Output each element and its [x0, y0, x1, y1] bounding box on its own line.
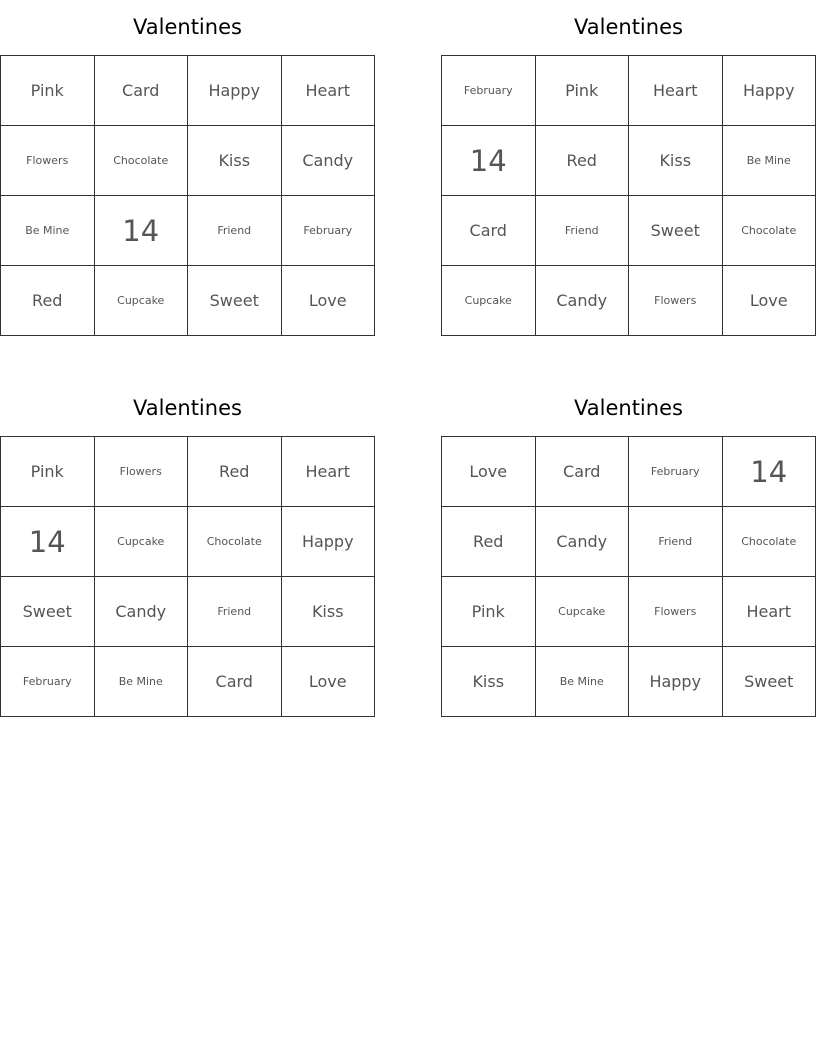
bingo-cell: Sweet: [1, 577, 95, 647]
bingo-cell: Candy: [95, 577, 189, 647]
bingo-cell: Chocolate: [95, 126, 189, 196]
bingo-cell: February: [442, 56, 536, 126]
bingo-cell: Card: [95, 56, 189, 126]
bingo-cell: Love: [282, 266, 376, 336]
bingo-cell: Pink: [1, 56, 95, 126]
bingo-cell: Be Mine: [95, 647, 189, 717]
bingo-cell: Heart: [282, 437, 376, 507]
bingo-cell: Flowers: [629, 266, 723, 336]
bingo-cell: Happy: [723, 56, 816, 126]
bingo-cell: February: [1, 647, 95, 717]
bingo-cell: Cupcake: [442, 266, 536, 336]
bingo-cell: Heart: [723, 577, 816, 647]
bingo-cell: February: [282, 196, 376, 266]
bingo-cell: Friend: [629, 507, 723, 577]
bingo-cell: Kiss: [629, 126, 723, 196]
bingo-cell: Kiss: [282, 577, 376, 647]
bingo-cell: Love: [442, 437, 536, 507]
bingo-cell: Cupcake: [95, 266, 189, 336]
bingo-cell: Flowers: [629, 577, 723, 647]
bingo-cell: Pink: [442, 577, 536, 647]
bingo-cell: Candy: [536, 266, 630, 336]
card-title: Valentines: [133, 15, 242, 39]
bingo-cell: 14: [1, 507, 95, 577]
bingo-cell: Cupcake: [95, 507, 189, 577]
bingo-cell: Happy: [282, 507, 376, 577]
bingo-cell: 14: [95, 196, 189, 266]
bingo-cell: Flowers: [1, 126, 95, 196]
bingo-card-2: [441, 0, 816, 336]
bingo-cell: Red: [188, 437, 282, 507]
bingo-cell: Red: [536, 126, 630, 196]
bingo-grid: [441, 55, 816, 336]
bingo-cell: Red: [442, 507, 536, 577]
bingo-cell: Pink: [536, 56, 630, 126]
bingo-cell: Be Mine: [536, 647, 630, 717]
bingo-cell: Chocolate: [723, 196, 816, 266]
bingo-cell: Candy: [536, 507, 630, 577]
bingo-cell: Love: [723, 266, 816, 336]
bingo-cell: Friend: [536, 196, 630, 266]
bingo-cell: Pink: [1, 437, 95, 507]
bingo-cell: Happy: [188, 56, 282, 126]
bingo-cell: Sweet: [629, 196, 723, 266]
card-title: Valentines: [574, 15, 683, 39]
bingo-card-3: [0, 381, 375, 717]
card-title: Valentines: [133, 396, 242, 420]
bingo-cell: Love: [282, 647, 376, 717]
bingo-cell: Sweet: [723, 647, 816, 717]
bingo-cell: Card: [188, 647, 282, 717]
bingo-grid: [0, 436, 375, 717]
bingo-cell: Chocolate: [188, 507, 282, 577]
bingo-cell: Sweet: [188, 266, 282, 336]
card-title: Valentines: [574, 396, 683, 420]
bingo-grid: [441, 436, 816, 717]
bingo-cell: Be Mine: [723, 126, 816, 196]
bingo-cell: 14: [723, 437, 816, 507]
bingo-cell: Red: [1, 266, 95, 336]
bingo-cell: Heart: [629, 56, 723, 126]
bingo-cell: Chocolate: [723, 507, 816, 577]
bingo-cell: Flowers: [95, 437, 189, 507]
bingo-cell: Be Mine: [1, 196, 95, 266]
bingo-cell: Heart: [282, 56, 376, 126]
bingo-card-4: [441, 381, 816, 717]
bingo-grid: [0, 55, 375, 336]
bingo-cell: Card: [536, 437, 630, 507]
bingo-card-1: [0, 0, 375, 336]
bingo-cell: Candy: [282, 126, 376, 196]
bingo-cell: Happy: [629, 647, 723, 717]
bingo-cell: 14: [442, 126, 536, 196]
bingo-cell: February: [629, 437, 723, 507]
bingo-cell: Friend: [188, 196, 282, 266]
bingo-cell: Friend: [188, 577, 282, 647]
bingo-cell: Cupcake: [536, 577, 630, 647]
bingo-cell: Card: [442, 196, 536, 266]
bingo-cell: Kiss: [188, 126, 282, 196]
bingo-cell: Kiss: [442, 647, 536, 717]
